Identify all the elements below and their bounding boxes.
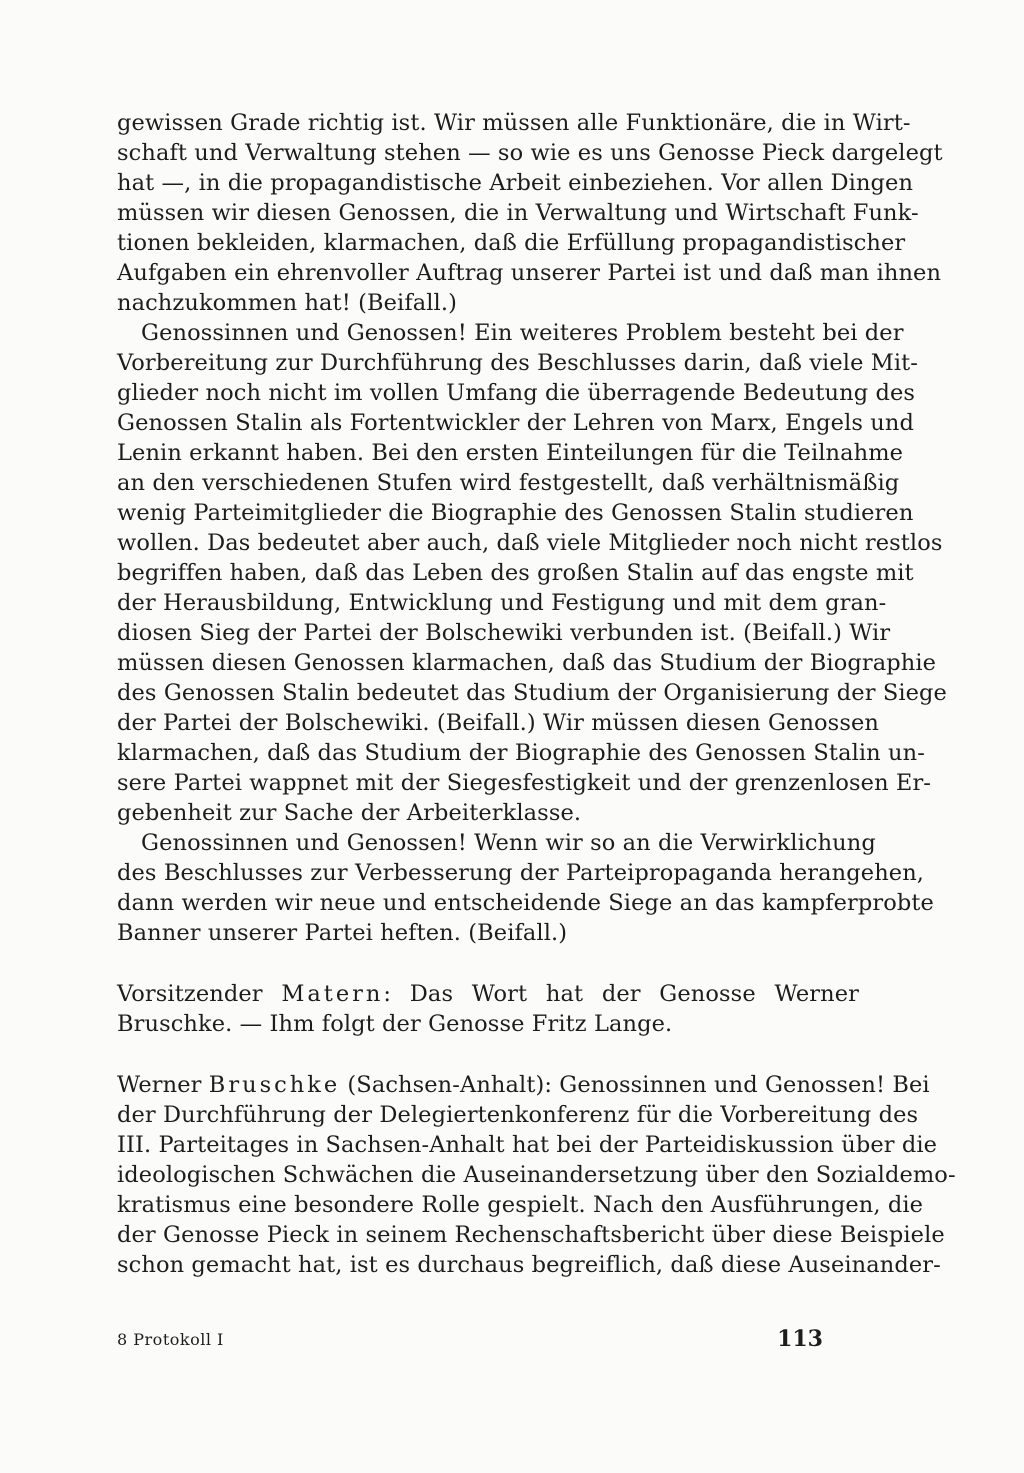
text-line: der Durchführung der Delegiertenkonferenz für die Vorbereitung des bbox=[117, 1102, 919, 1128]
text-line bbox=[117, 1070, 930, 1100]
paragraph-1 bbox=[117, 108, 943, 318]
text-line: ideologischen Schwächen die Auseinandersetzung über den Sozialdemo- bbox=[117, 1162, 956, 1188]
text-line: gebenheit zur Sache der Arbeiterklasse. bbox=[117, 800, 582, 826]
text-line: wenig Parteimitglieder die Biographie des Genossen Stalin studieren bbox=[117, 500, 914, 526]
text-line: Vorbereitung zur Durchführung des Beschlusses darin, daß viele Mit- bbox=[117, 350, 919, 376]
text-line: der Partei der Bolschewiki. (Beifall.) Wir müssen diesen Genossen bbox=[117, 710, 879, 736]
paragraph-2 bbox=[117, 318, 947, 828]
text-line: Bruschke. — Ihm folgt der Genosse Fritz Lange. bbox=[117, 1011, 673, 1037]
text-line: Genossinnen und Genossen! Ein weiteres Problem besteht bei der bbox=[141, 320, 904, 346]
speaker-contribution bbox=[117, 1070, 956, 1280]
signature-mark: 8 Protokoll I bbox=[117, 1330, 224, 1349]
text-line: diosen Sieg der Partei der Bolschewiki verbunden ist. (Beifall.) Wir bbox=[117, 620, 891, 646]
text-line: der Genosse Pieck in seinem Rechenschaftsbericht über diese Beispiele bbox=[117, 1222, 945, 1248]
page-number: 113 bbox=[777, 1326, 823, 1352]
speaker-first-name: Werner bbox=[117, 1072, 202, 1098]
chair-role: Vorsitzender bbox=[117, 981, 263, 1007]
speaker-last-name: Bruschke bbox=[208, 1072, 341, 1098]
page-body bbox=[117, 108, 956, 1280]
chair-name: Matern bbox=[281, 981, 384, 1007]
section-gap bbox=[117, 948, 859, 979]
text-line: tionen bekleiden, klarmachen, daß die Erfüllung propagandistischer bbox=[117, 230, 906, 256]
chair-announcement bbox=[117, 979, 859, 1039]
text-line: gewissen Grade richtig ist. Wir müssen alle Funktionäre, die in Wirt- bbox=[117, 110, 911, 136]
text-line: müssen diesen Genossen klarmachen, daß das Studium der Biographie bbox=[117, 650, 937, 676]
text-line: an den verschiedenen Stufen wird festgestellt, daß verhältnismäßig bbox=[117, 470, 900, 496]
text-line: wollen. Das bedeutet aber auch, daß viele Mitglieder noch nicht restlos bbox=[117, 530, 943, 556]
speaker-statement: (Sachsen-Anhalt): Genossinnen und Genossen! Bei bbox=[340, 1072, 930, 1098]
text-line: Lenin erkannt haben. Bei den ersten Einteilungen für die Teilnahme bbox=[117, 440, 904, 466]
chair-statement: : Das Wort hat der Genosse Werner bbox=[383, 981, 859, 1007]
text-line: klarmachen, daß das Studium der Biographie des Genossen Stalin un- bbox=[117, 740, 925, 766]
page-footer bbox=[117, 1326, 823, 1356]
text-line: dann werden wir neue und entscheidende Siege an das kampferprobte bbox=[117, 890, 934, 916]
text-line: des Genossen Stalin bedeutet das Studium der Organisierung der Siege bbox=[117, 680, 947, 706]
text-line: sere Partei wappnet mit der Siegesfestigkeit und der grenzenlosen Er- bbox=[117, 770, 931, 796]
text-line: Aufgaben ein ehrenvoller Auftrag unserer Partei ist und daß man ihnen bbox=[117, 260, 942, 286]
section-gap bbox=[117, 1039, 859, 1070]
text-line: hat —, in die propagandistische Arbeit einbeziehen. Vor allen Dingen bbox=[117, 170, 914, 196]
text-line: schon gemacht hat, ist es durchaus begreiflich, daß diese Auseinander- bbox=[117, 1252, 941, 1278]
text-line: begriffen haben, daß das Leben des großen Stalin auf das engste mit bbox=[117, 560, 914, 586]
text-line: schaft und Verwaltung stehen — so wie es uns Genosse Pieck dargelegt bbox=[117, 140, 943, 166]
paragraph-3 bbox=[117, 828, 934, 948]
text-line: nachzukommen hat! (Beifall.) bbox=[117, 290, 457, 316]
text-line: glieder noch nicht im vollen Umfang die überragende Bedeutung des bbox=[117, 380, 916, 406]
text-line: Genossen Stalin als Fortentwickler der Lehren von Marx, Engels und bbox=[117, 410, 914, 436]
text-line: Genossinnen und Genossen! Wenn wir so an die Verwirklichung bbox=[141, 830, 876, 856]
text-line: des Beschlusses zur Verbesserung der Parteipropaganda herangehen, bbox=[117, 860, 925, 886]
text-line bbox=[117, 979, 859, 1009]
text-line: müssen wir diesen Genossen, die in Verwaltung und Wirtschaft Funk- bbox=[117, 200, 919, 226]
text-line: der Herausbildung, Entwicklung und Festigung und mit dem gran- bbox=[117, 590, 887, 616]
text-line: III. Parteitages in Sachsen-Anhalt hat bei der Parteidiskussion über die bbox=[117, 1132, 938, 1158]
text-line: kratismus eine besondere Rolle gespielt. Nach den Ausführungen, die bbox=[117, 1192, 924, 1218]
text-line: Banner unserer Partei heften. (Beifall.) bbox=[117, 920, 568, 946]
